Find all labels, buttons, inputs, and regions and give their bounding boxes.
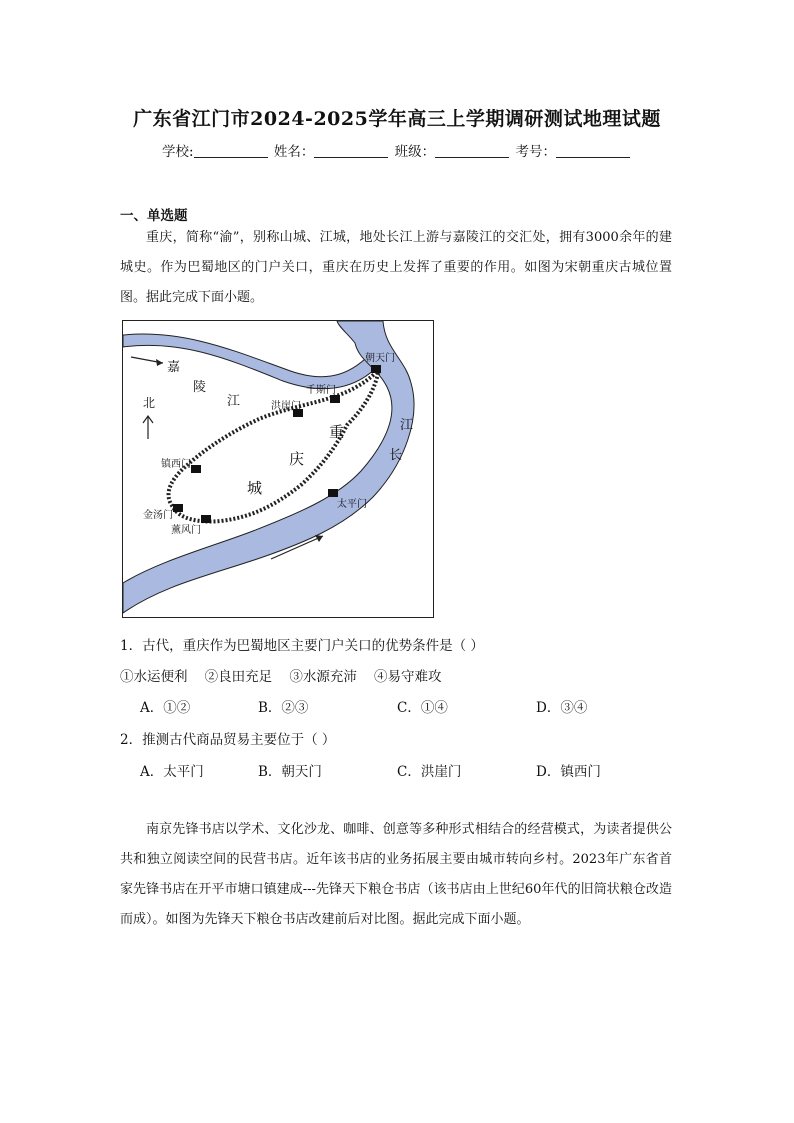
map-figure: [123, 321, 432, 616]
question-1-statements: [120, 665, 442, 685]
north-label: 北: [143, 396, 156, 410]
jialing-river: [123, 334, 375, 389]
city-char-2: 庆: [289, 450, 305, 468]
jialing-char-1: 嘉: [167, 360, 181, 375]
gate-zhenxi-icon: [191, 465, 201, 473]
gate-taiping-icon: [328, 489, 338, 497]
gate-label-zhenxi: 镇西门: [161, 459, 191, 470]
student-info-line: [0, 140, 794, 160]
page-title: 广东省江门市2024-2025学年高三上学期调研测试地理试题: [133, 108, 661, 130]
chongqing-map: [122, 320, 434, 618]
gate-chaotian-icon: [371, 365, 381, 373]
q1-option-b[interactable]: B．②③: [258, 700, 309, 716]
gate-qiansi-icon: [330, 395, 340, 403]
changjiang-char-2: 长: [389, 448, 403, 463]
school-label: 学校:: [162, 144, 194, 160]
q2-option-c[interactable]: C．洪崖门: [397, 764, 462, 780]
gate-label-jintang: 金汤门: [143, 510, 173, 521]
section-heading: 一、单选题: [120, 208, 188, 224]
statement-2: ②良田充足: [204, 669, 273, 685]
name-label: 姓名：: [273, 144, 315, 160]
q1-option-c[interactable]: C．①④: [397, 700, 448, 716]
school-blank[interactable]: [194, 144, 268, 158]
gate-label-xunfeng: 薰风门: [171, 525, 201, 536]
question-2-stem: 2．推测古代商品贸易主要位于（ ）: [120, 732, 336, 748]
q1-option-a[interactable]: A．①②: [140, 700, 191, 716]
passage-bookstore: 南京先锋书店以学术、文化沙龙、咖啡、创意等多种形式相结合的经营模式，为读者提供公共和独立阅读空间的民营书店。近年该书店的业务拓展主要由城市转向乡村。2023年广东省首家先锋书店在开平市塘口镇建成---先锋天下粮仓书店（该书店由上世纪60年代的旧筒状粮仓改造而成）。如图为先锋天下粮仓书店改建前后对比图。据此完成下面小题。: [120, 822, 672, 927]
q2-option-d[interactable]: D．镇西门: [536, 764, 601, 780]
name-blank[interactable]: [314, 144, 388, 158]
statement-3: ③水源充沛: [289, 669, 357, 685]
gate-jintang-icon: [173, 504, 183, 512]
passage-chongqing: 重庆，简称“渝”，别称山城、江城，地处长江上游与嘉陵江的交汇处，拥有3000余年的建城史。作为巴蜀地区的门户关口，重庆在历史上发挥了重要的作用。如图为宋朝重庆古城位置图。据此完成下面小题。: [120, 230, 672, 305]
jialing-char-3: 江: [227, 394, 241, 409]
q2-option-b[interactable]: B．朝天门: [258, 764, 322, 780]
class-label: 班级：: [394, 144, 436, 160]
q1-option-d[interactable]: D．③④: [536, 700, 588, 716]
question-1-stem: 1．古代，重庆作为巴蜀地区主要门户关口的优势条件是（ ）: [120, 638, 484, 654]
gate-xunfeng-icon: [201, 515, 211, 523]
city-char-3: 城: [247, 479, 263, 497]
jialing-char-2: 陵: [193, 380, 207, 395]
gate-label-chaotian: 朝天门: [365, 353, 395, 364]
class-blank[interactable]: [435, 144, 509, 158]
changjiang-char-1: 江: [400, 418, 414, 433]
exam-number-label: 考号：: [515, 144, 556, 160]
q2-option-a[interactable]: A．太平门: [140, 764, 204, 780]
gate-label-taiping: 太平门: [337, 499, 367, 510]
exam-number-blank[interactable]: [556, 144, 630, 158]
statement-1: ①水运便利: [120, 669, 188, 685]
city-char-1: 重: [329, 423, 345, 441]
statement-4: ④易守难攻: [374, 669, 442, 685]
gate-label-hongya: 洪崖门: [271, 401, 301, 412]
flow-arrowhead-jialing: [156, 359, 163, 366]
gate-label-qiansi: 千斯门: [306, 385, 336, 396]
